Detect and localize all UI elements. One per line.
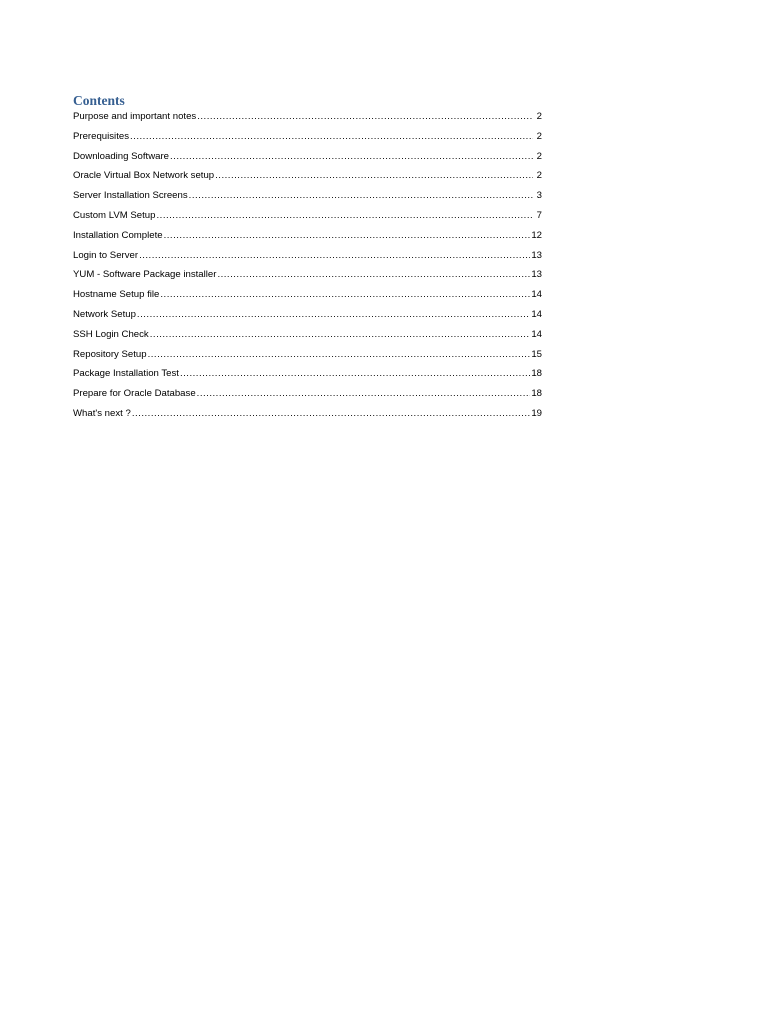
toc-entry-page-number[interactable]: 14 bbox=[531, 328, 542, 340]
toc-entry[interactable] bbox=[73, 328, 542, 348]
toc-entry-label[interactable]: Server Installation Screens bbox=[73, 190, 188, 202]
toc-dot-leader bbox=[139, 249, 530, 263]
toc-entry[interactable] bbox=[73, 189, 542, 209]
toc-dot-leader bbox=[217, 268, 530, 282]
toc-entry-page-number[interactable]: 3 bbox=[536, 190, 542, 202]
toc-entry-page-number[interactable]: 15 bbox=[531, 348, 542, 360]
toc-entry-label[interactable]: Prerequisites bbox=[73, 130, 129, 142]
toc-dot-leader bbox=[148, 348, 531, 362]
toc-dot-leader bbox=[160, 288, 530, 302]
toc-entry-label[interactable]: Downloading Software bbox=[73, 150, 169, 162]
toc-dot-leader bbox=[180, 367, 530, 381]
toc-dot-leader bbox=[197, 110, 533, 124]
toc-dot-leader bbox=[150, 328, 531, 342]
toc-entry-label[interactable]: Network Setup bbox=[73, 308, 136, 320]
toc-dot-leader bbox=[156, 209, 533, 223]
toc-dot-leader bbox=[164, 229, 531, 243]
toc-entry-label[interactable]: Prepare for Oracle Database bbox=[73, 388, 196, 400]
toc-entry-label[interactable]: Installation Complete bbox=[73, 229, 163, 241]
toc-entry[interactable] bbox=[73, 169, 542, 189]
toc-dot-leader bbox=[215, 169, 533, 183]
toc-entry-label[interactable]: What's next ? bbox=[73, 407, 131, 419]
table-of-contents bbox=[73, 92, 542, 427]
toc-entry-label[interactable]: Package Installation Test bbox=[73, 368, 179, 380]
toc-entry[interactable] bbox=[73, 229, 542, 249]
toc-entry-page-number[interactable]: 2 bbox=[536, 130, 542, 142]
toc-entry-label[interactable]: YUM - Software Package installer bbox=[73, 269, 217, 281]
toc-dot-leader bbox=[132, 407, 531, 421]
toc-entry-page-number[interactable]: 18 bbox=[531, 388, 542, 400]
toc-entry-page-number[interactable]: 14 bbox=[531, 308, 542, 320]
toc-dot-leader bbox=[189, 189, 533, 203]
toc-entry-page-number[interactable]: 14 bbox=[531, 289, 542, 301]
toc-entry-label[interactable]: Purpose and important notes bbox=[73, 111, 197, 122]
toc-entry[interactable] bbox=[73, 387, 542, 407]
toc-entry[interactable] bbox=[73, 209, 542, 229]
toc-entry[interactable] bbox=[73, 249, 542, 269]
toc-dot-leader bbox=[137, 308, 530, 322]
toc-entry-page-number[interactable]: 13 bbox=[531, 269, 542, 281]
toc-entry-page-number[interactable]: 2 bbox=[536, 111, 542, 122]
toc-entry-page-number[interactable]: 12 bbox=[531, 229, 542, 241]
toc-entry-label[interactable]: SSH Login Check bbox=[73, 328, 149, 340]
toc-entry[interactable] bbox=[73, 288, 542, 308]
toc-entry-label[interactable]: Oracle Virtual Box Network setup bbox=[73, 170, 215, 182]
toc-entry-page-number[interactable]: 2 bbox=[536, 150, 542, 162]
toc-entry-label[interactable]: Hostname Setup file bbox=[73, 289, 160, 301]
toc-entry-page-number[interactable]: 19 bbox=[531, 407, 542, 419]
toc-entry-page-number[interactable]: 7 bbox=[536, 209, 542, 221]
toc-entry-label[interactable]: Login to Server bbox=[73, 249, 139, 261]
toc-entry-label[interactable]: Custom LVM Setup bbox=[73, 209, 156, 221]
toc-entry-page-number[interactable]: 13 bbox=[531, 249, 542, 261]
toc-entry[interactable] bbox=[73, 367, 542, 387]
toc-dot-leader bbox=[130, 130, 533, 144]
toc-entry[interactable] bbox=[73, 110, 542, 130]
toc-entry[interactable] bbox=[73, 130, 542, 150]
toc-entry-page-number[interactable]: 18 bbox=[531, 368, 542, 380]
toc-entry-page-number[interactable]: 2 bbox=[536, 170, 542, 182]
toc-entry[interactable] bbox=[73, 150, 542, 170]
toc-heading: Contents bbox=[73, 93, 125, 108]
toc-entry[interactable] bbox=[73, 407, 542, 427]
toc-dot-leader bbox=[197, 387, 531, 401]
toc-dot-leader bbox=[170, 150, 533, 164]
toc-list bbox=[73, 110, 542, 427]
toc-entry-label[interactable]: Repository Setup bbox=[73, 348, 147, 360]
toc-entry[interactable] bbox=[73, 308, 542, 328]
toc-entry[interactable] bbox=[73, 268, 542, 288]
toc-entry[interactable] bbox=[73, 348, 542, 368]
